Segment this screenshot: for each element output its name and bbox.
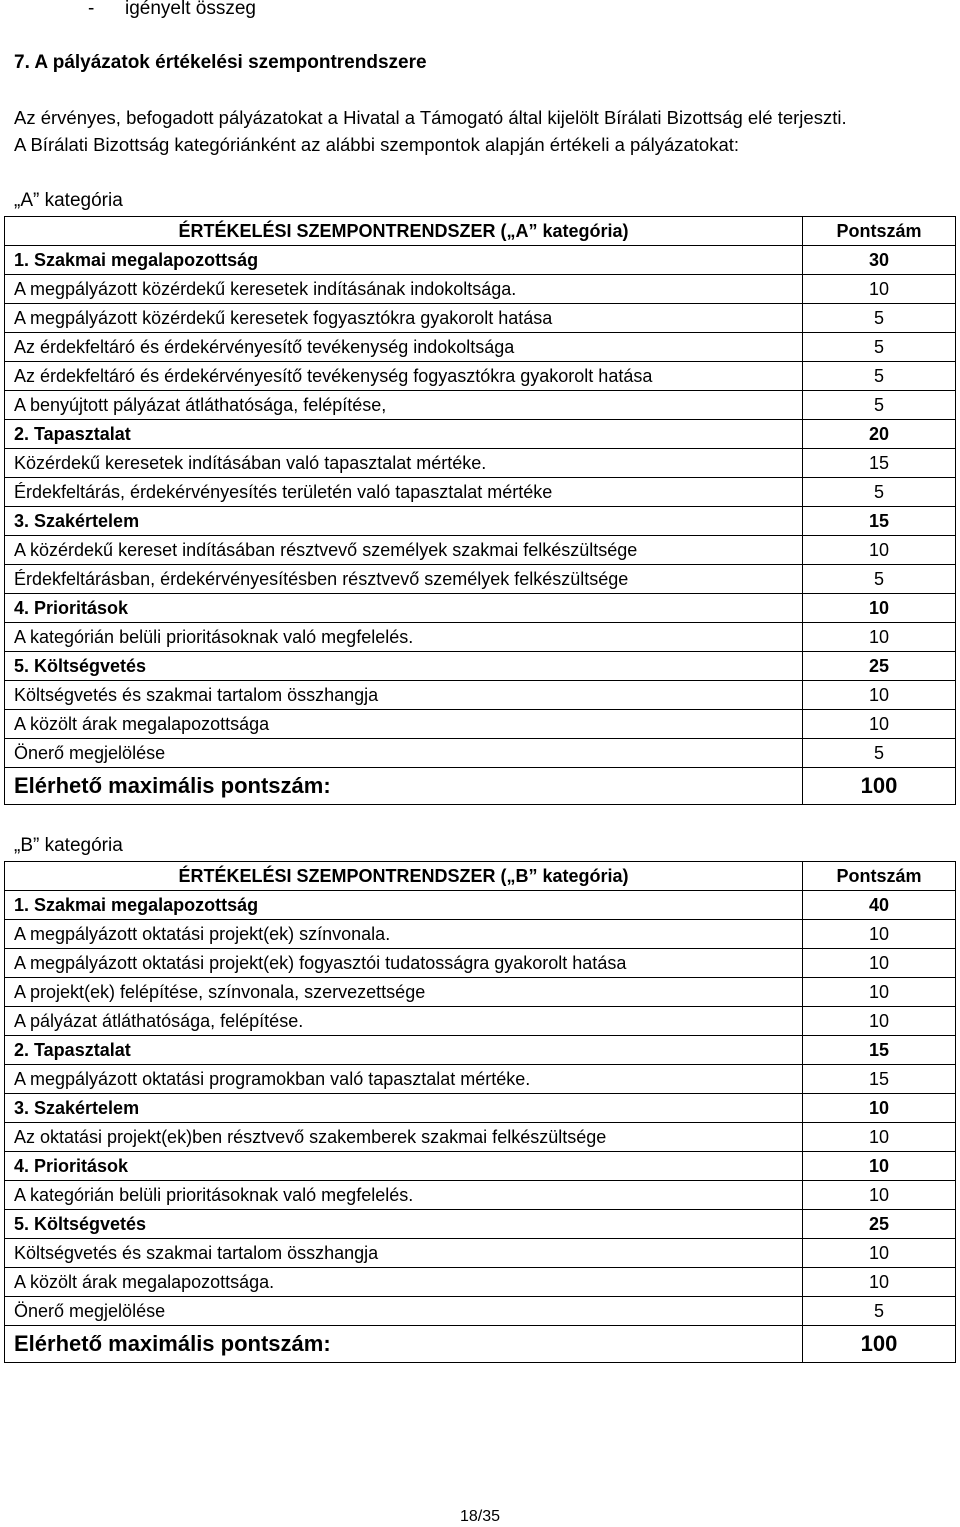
table-row [5,891,956,920]
criterion-text: Önerő megjelölése [5,1297,803,1326]
criterion-text: Költségvetés és szakmai tartalom összhangja [5,681,803,710]
table-row [5,304,956,333]
points-header: Pontszám [803,862,956,891]
criterion-text: A kategórián belüli prioritásoknak való megfelelés. [5,623,803,652]
page-number: 18/35 [459,1508,501,1525]
criterion-text: A közölt árak megalapozottsága. [5,1268,803,1297]
criterion-points: 10 [803,1123,956,1152]
table-row [5,1123,956,1152]
criterion-points: 15 [803,1065,956,1094]
total-points: 100 [803,1326,956,1363]
table-row [5,623,956,652]
table-row [5,333,956,362]
criterion-text: 2. Tapasztalat [5,420,803,449]
table-row [5,1065,956,1094]
table-row [5,1239,956,1268]
criterion-points: 5 [803,1297,956,1326]
criterion-points: 5 [803,478,956,507]
table-title: ÉRTÉKELÉSI SZEMPONTRENDSZER („A” kategória) [5,217,803,246]
intro-line-2: A Bírálati Bizottság kategóriánként az alábbi szempontok alapján értékeli a pályázatokat: [14,134,740,155]
criterion-text: A közölt árak megalapozottsága [5,710,803,739]
scoring-table-a [4,216,956,805]
criterion-text: A közérdekű kereset indításában résztvevő személyek szakmai felkészültsége [5,536,803,565]
criterion-points: 10 [803,681,956,710]
table-row [5,920,956,949]
table-row [5,478,956,507]
table-row [5,1268,956,1297]
criterion-points: 10 [803,1152,956,1181]
table-row [5,1094,956,1123]
bullet-text: igényelt összeg [125,0,256,19]
criterion-text: A kategórián belüli prioritásoknak való megfelelés. [5,1181,803,1210]
category-b-label: „B” kategória [14,835,123,856]
criterion-text: 5. Költségvetés [5,1210,803,1239]
table-row [5,246,956,275]
criterion-text: 3. Szakértelem [5,1094,803,1123]
points-header: Pontszám [803,217,956,246]
criterion-points: 10 [803,623,956,652]
criterion-points: 5 [803,333,956,362]
table-row [5,949,956,978]
criterion-text: A megpályázott oktatási programokban való tapasztalat mértéke. [5,1065,803,1094]
category-a-label: „A” kategória [14,190,123,211]
criterion-points: 10 [803,1239,956,1268]
criterion-points: 10 [803,275,956,304]
table-row [5,565,956,594]
table-row [5,1036,956,1065]
table-row [5,681,956,710]
criterion-text: A megpályázott közérdekű keresetek fogyasztókra gyakorolt hatása [5,304,803,333]
criterion-points: 10 [803,1268,956,1297]
criterion-points: 10 [803,536,956,565]
table-row [5,978,956,1007]
criterion-text: A projekt(ek) felépítése, színvonala, szervezettsége [5,978,803,1007]
table-row [5,1152,956,1181]
bullet-dash: - [88,0,95,19]
bullet-item [88,0,256,20]
total-row [5,1326,956,1363]
table-row [5,710,956,739]
total-row [5,768,956,805]
criterion-points: 25 [803,1210,956,1239]
table-row [5,1007,956,1036]
criterion-points: 5 [803,391,956,420]
table-row [5,536,956,565]
criterion-text: 4. Prioritások [5,1152,803,1181]
criterion-points: 20 [803,420,956,449]
criterion-text: Az oktatási projekt(ek)ben résztvevő szakemberek szakmai felkészültsége [5,1123,803,1152]
criterion-points: 5 [803,565,956,594]
total-label: Elérhető maximális pontszám: [5,768,803,805]
criterion-text: Önerő megjelölése [5,739,803,768]
criterion-text: A pályázat átláthatósága, felépítése. [5,1007,803,1036]
criterion-text: 1. Szakmai megalapozottság [5,891,803,920]
table-row [5,1181,956,1210]
criterion-text: 5. Költségvetés [5,652,803,681]
criterion-text: Érdekfeltárásban, érdekérvényesítésben résztvevő személyek felkészültsége [5,565,803,594]
intro-line-1: Az érvényes, befogadott pályázatokat a Hivatal a Támogató által kijelölt Bírálati Bizottság elé terjeszti. [14,107,847,128]
table-row [5,594,956,623]
table-row [5,275,956,304]
criterion-points: 30 [803,246,956,275]
table-row [5,420,956,449]
criterion-points: 10 [803,978,956,1007]
criterion-points: 15 [803,1036,956,1065]
criterion-points: 15 [803,449,956,478]
criterion-text: A megpályázott oktatási projekt(ek) színvonala. [5,920,803,949]
criterion-text: A megpályázott közérdekű keresetek indításának indokoltsága. [5,275,803,304]
criterion-text: 3. Szakértelem [5,507,803,536]
table-title: ÉRTÉKELÉSI SZEMPONTRENDSZER („B” kategória) [5,862,803,891]
criterion-text: 2. Tapasztalat [5,1036,803,1065]
criterion-text: Az érdekfeltáró és érdekérvényesítő tevékenység fogyasztókra gyakorolt hatása [5,362,803,391]
table-row [5,652,956,681]
criterion-text: Az érdekfeltáró és érdekérvényesítő tevékenység indokoltsága [5,333,803,362]
criterion-points: 10 [803,594,956,623]
criterion-text: 4. Prioritások [5,594,803,623]
table-row [5,362,956,391]
total-points: 100 [803,768,956,805]
criterion-points: 40 [803,891,956,920]
table-row [5,449,956,478]
criterion-points: 15 [803,507,956,536]
table-header-row [5,217,956,246]
criterion-text: Érdekfeltárás, érdekérvényesítés területén való tapasztalat mértéke [5,478,803,507]
criterion-points: 5 [803,362,956,391]
criterion-text: Közérdekű keresetek indításában való tapasztalat mértéke. [5,449,803,478]
criterion-points: 10 [803,1094,956,1123]
table-row [5,739,956,768]
criterion-points: 5 [803,739,956,768]
table-header-row [5,862,956,891]
table-row [5,1210,956,1239]
criterion-text: Költségvetés és szakmai tartalom összhangja [5,1239,803,1268]
criterion-points: 5 [803,304,956,333]
criterion-points: 10 [803,920,956,949]
scoring-table-b [4,861,956,1363]
table-row [5,391,956,420]
criterion-text: 1. Szakmai megalapozottság [5,246,803,275]
criterion-points: 10 [803,1007,956,1036]
criterion-text: A megpályázott oktatási projekt(ek) fogyasztói tudatosságra gyakorolt hatása [5,949,803,978]
criterion-points: 10 [803,710,956,739]
table-row [5,507,956,536]
criterion-text: A benyújtott pályázat átláthatósága, felépítése, [5,391,803,420]
criterion-points: 10 [803,1181,956,1210]
section-title: 7. A pályázatok értékelési szempontrendszere [14,52,427,73]
criterion-points: 10 [803,949,956,978]
table-row [5,1297,956,1326]
total-label: Elérhető maximális pontszám: [5,1326,803,1363]
criterion-points: 25 [803,652,956,681]
